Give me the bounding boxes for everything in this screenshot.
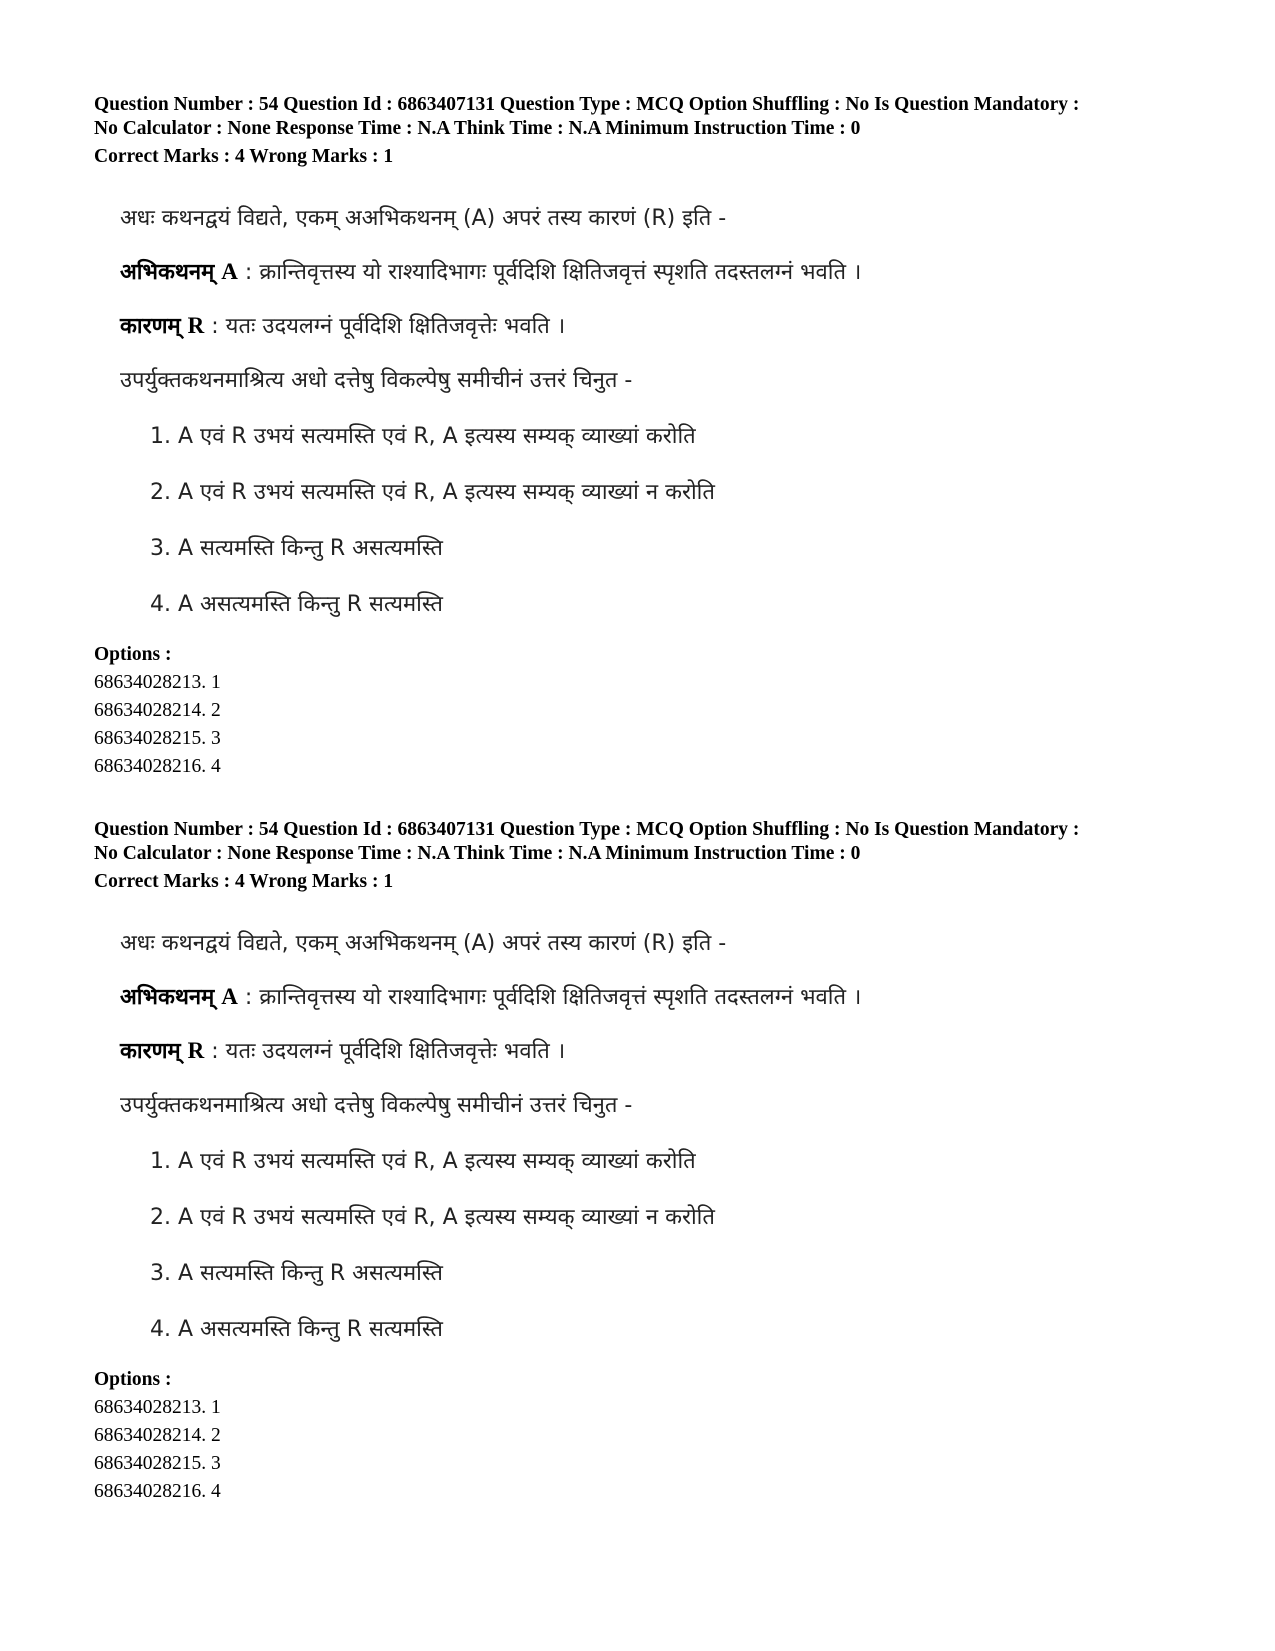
option-id: 68634028213. 1 xyxy=(94,672,221,693)
reason-label: कारणम् xyxy=(120,1039,181,1064)
question-header-line-1: Question Number : 54 Question Id : 6863407131 Question Type : MCQ Option Shuffling : No Is Question Mandatory : xyxy=(94,819,1080,840)
marks-line: Correct Marks : 4 Wrong Marks : 1 xyxy=(94,871,394,892)
choice-item: 2. A एवं R उभयं सत्यमस्ति एवं R, A इत्यस्य सम्यक् व्याख्यां न करोति xyxy=(150,1205,715,1230)
assertion-text: : क्रान्तिवृत्तस्य यो राश्यादिभागः पूर्वदिशि क्षितिजवृत्तं स्पृशति तदस्तलग्नं भवति । xyxy=(244,985,862,1010)
reason-text: : यतः उदयलग्नं पूर्वदिशि क्षितिजवृत्तेः भवति । xyxy=(211,314,566,339)
reason-line xyxy=(120,1035,565,1065)
question-instruction: उपर्युक्तकथनमाश्रित्य अधो दत्तेषु विकल्पेषु समीचीनं उत्तरं चिनुत - xyxy=(120,368,633,393)
options-label: Options : xyxy=(94,644,172,665)
question-intro: अधः कथनद्वयं विद्यते, एकम् अअभिकथनम् (A) अपरं तस्य कारणं (R) इति - xyxy=(120,931,727,956)
choice-item: 1. A एवं R उभयं सत्यमस्ति एवं R, A इत्यस्य सम्यक् व्याख्यां करोति xyxy=(150,1149,696,1174)
assertion-line xyxy=(120,981,861,1011)
choice-item: 1. A एवं R उभयं सत्यमस्ति एवं R, A इत्यस्य सम्यक् व्याख्यां करोति xyxy=(150,424,696,449)
question-header-line-2: No Calculator : None Response Time : N.A Think Time : N.A Minimum Instruction Time : 0 xyxy=(94,118,861,139)
option-id: 68634028216. 4 xyxy=(94,1481,221,1502)
reason-letter: R xyxy=(187,313,205,338)
reason-label: कारणम् xyxy=(120,314,181,339)
option-id: 68634028213. 1 xyxy=(94,1397,221,1418)
option-id: 68634028214. 2 xyxy=(94,1425,221,1446)
marks-line: Correct Marks : 4 Wrong Marks : 1 xyxy=(94,146,394,167)
choice-item: 3. A सत्यमस्ति किन्तु R असत्यमस्ति xyxy=(150,536,443,561)
reason-text: : यतः उदयलग्नं पूर्वदिशि क्षितिजवृत्तेः भवति । xyxy=(211,1039,566,1064)
question-instruction: उपर्युक्तकथनमाश्रित्य अधो दत्तेषु विकल्पेषु समीचीनं उत्तरं चिनुत - xyxy=(120,1093,633,1118)
assertion-letter: A xyxy=(221,984,238,1009)
assertion-letter: A xyxy=(221,259,238,284)
choice-item: 4. A असत्यमस्ति किन्तु R सत्यमस्ति xyxy=(150,592,443,617)
option-id: 68634028216. 4 xyxy=(94,756,221,777)
choice-item: 4. A असत्यमस्ति किन्तु R सत्यमस्ति xyxy=(150,1317,443,1342)
question-intro: अधः कथनद्वयं विद्यते, एकम् अअभिकथनम् (A) अपरं तस्य कारणं (R) इति - xyxy=(120,206,727,231)
reason-letter: R xyxy=(187,1038,205,1063)
question-header-line-1: Question Number : 54 Question Id : 6863407131 Question Type : MCQ Option Shuffling : No Is Question Mandatory : xyxy=(94,94,1080,115)
assertion-label: अभिकथनम् xyxy=(120,985,215,1010)
question-header-line-2: No Calculator : None Response Time : N.A Think Time : N.A Minimum Instruction Time : 0 xyxy=(94,843,861,864)
choice-item: 3. A सत्यमस्ति किन्तु R असत्यमस्ति xyxy=(150,1261,443,1286)
choice-item: 2. A एवं R उभयं सत्यमस्ति एवं R, A इत्यस्य सम्यक् व्याख्यां न करोति xyxy=(150,480,715,505)
assertion-text: : क्रान्तिवृत्तस्य यो राश्यादिभागः पूर्वदिशि क्षितिजवृत्तं स्पृशति तदस्तलग्नं भवति । xyxy=(244,260,862,285)
options-label: Options : xyxy=(94,1369,172,1390)
assertion-label: अभिकथनम् xyxy=(120,260,215,285)
option-id: 68634028215. 3 xyxy=(94,728,221,749)
option-id: 68634028214. 2 xyxy=(94,700,221,721)
option-id: 68634028215. 3 xyxy=(94,1453,221,1474)
